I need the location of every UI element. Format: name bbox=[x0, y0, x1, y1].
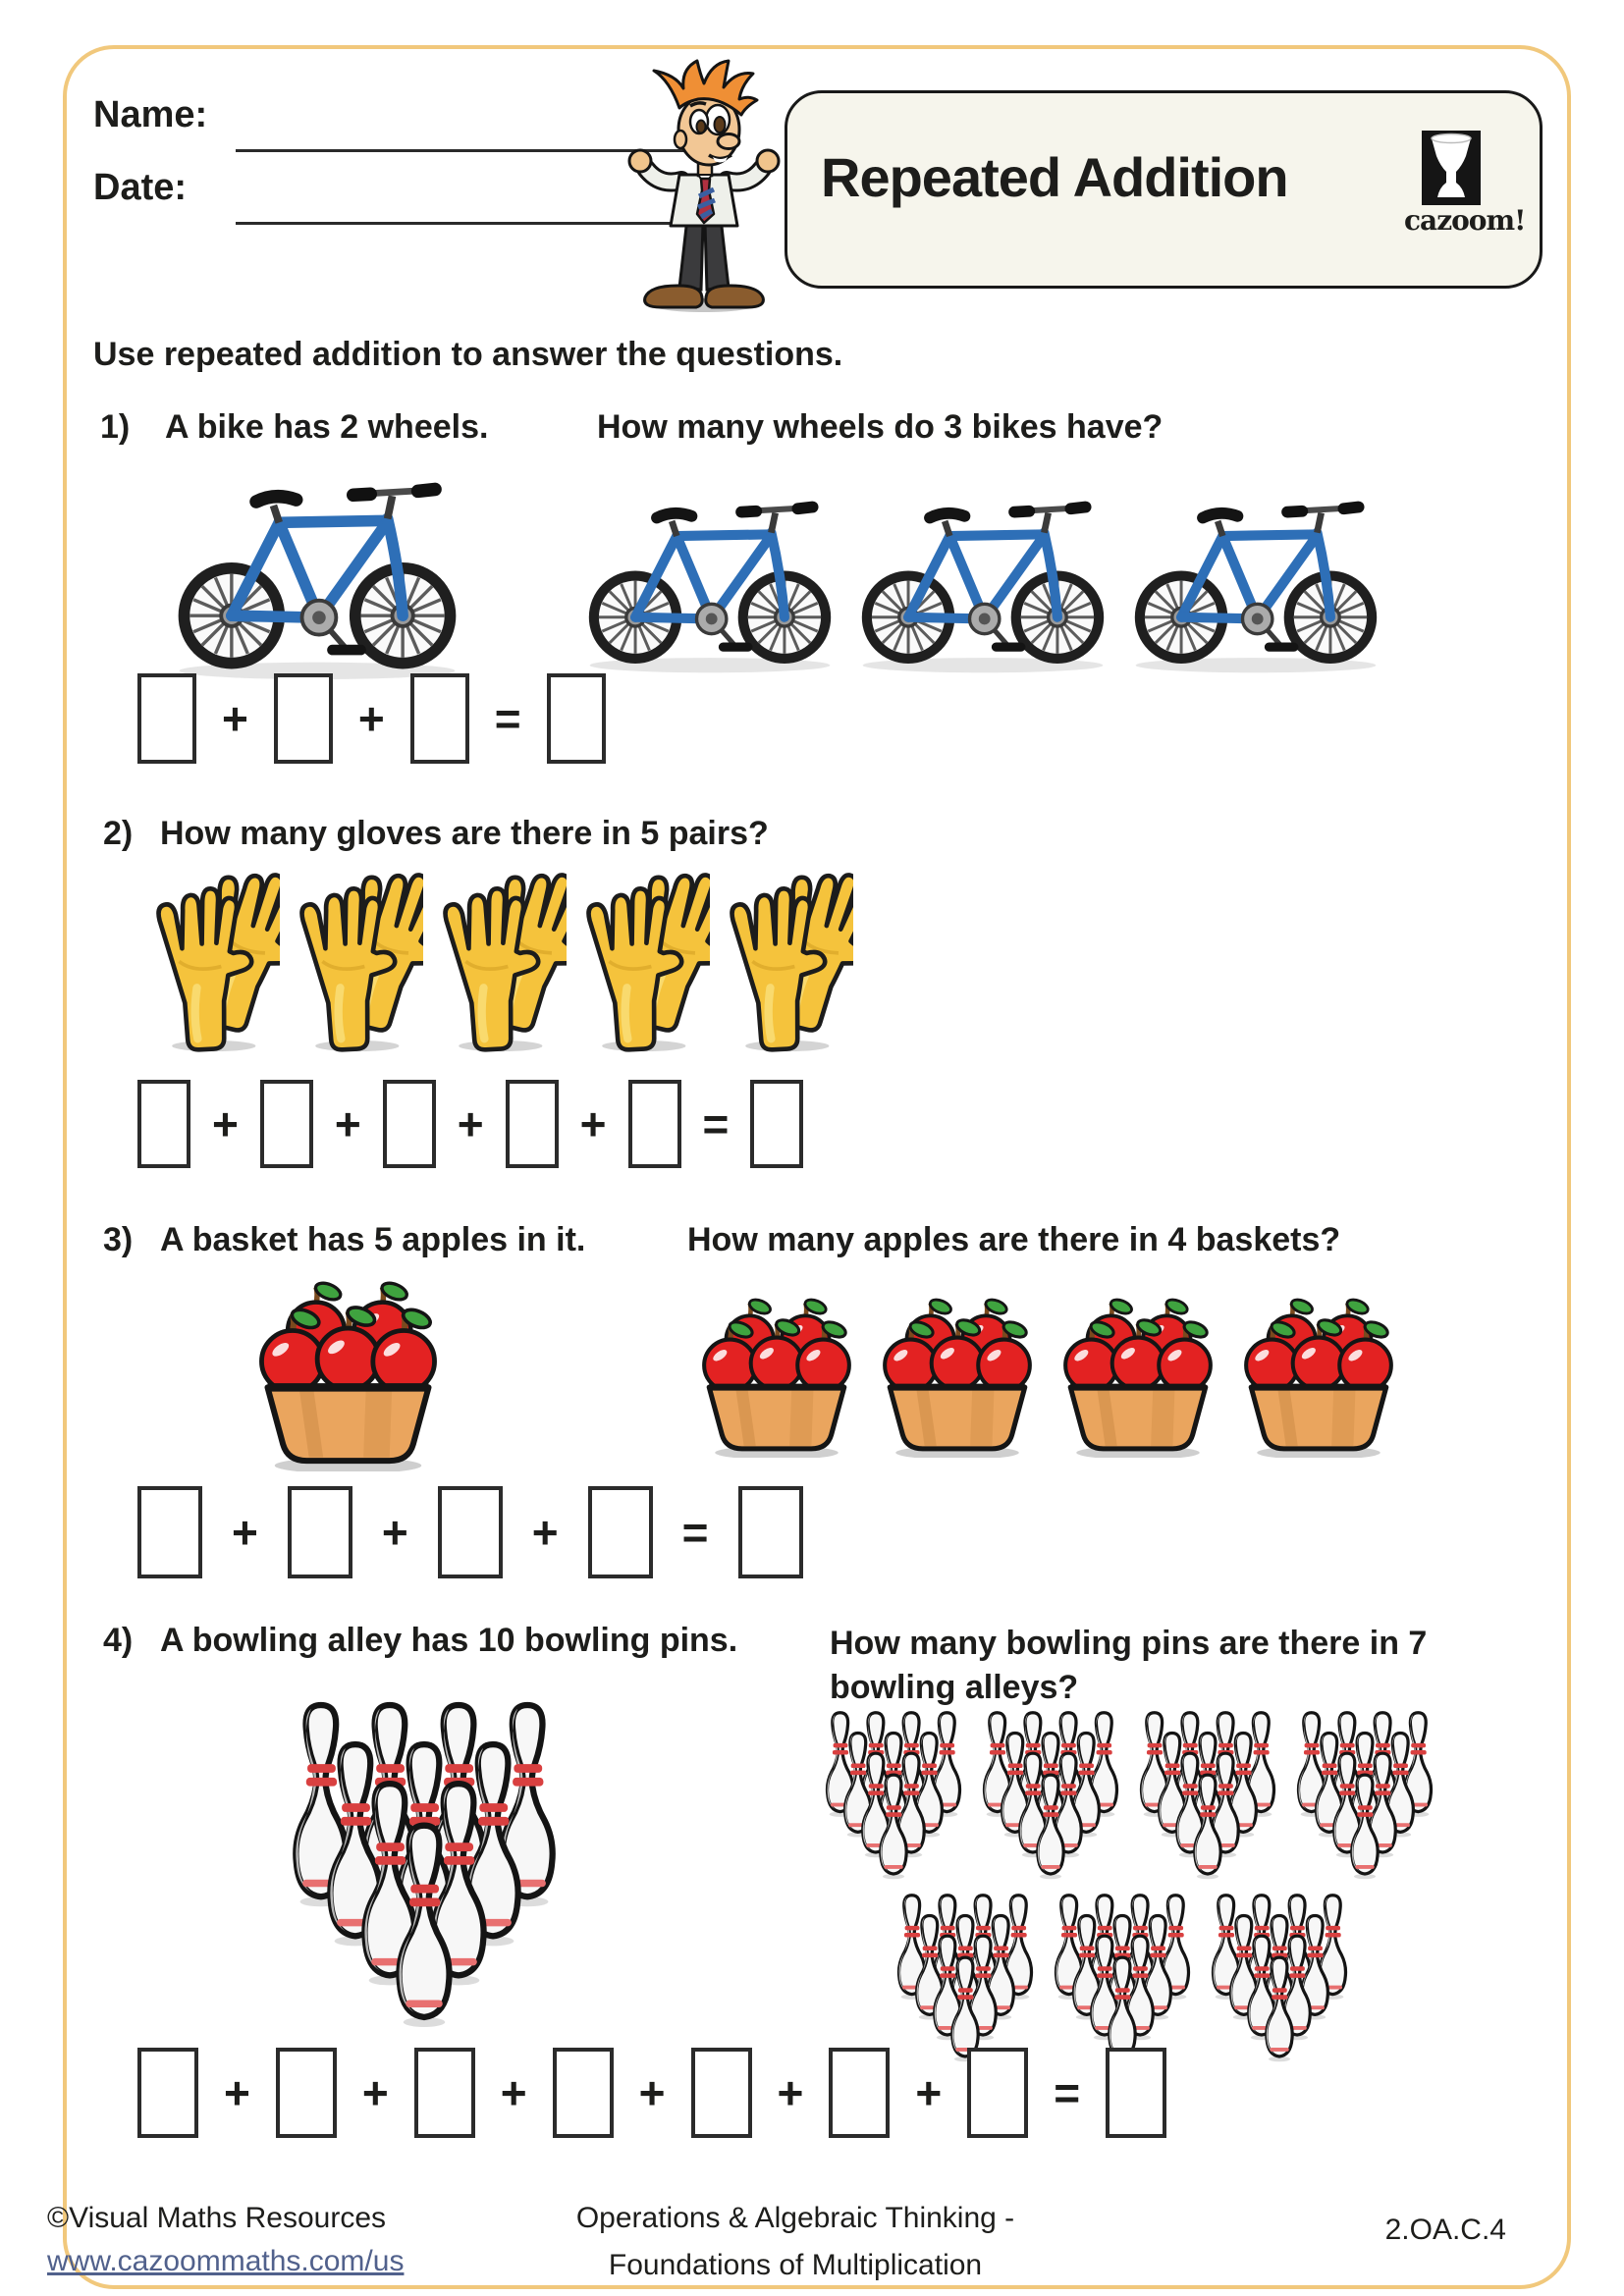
q4-number: 4) bbox=[103, 1622, 134, 1659]
equals-operator: = bbox=[1054, 2067, 1081, 2118]
glove-pair-icon bbox=[716, 866, 853, 1052]
bowling-pins-icon bbox=[977, 1710, 1124, 1882]
q4-prompt-right: How many bowling pins are there in 7 bowling alleys? bbox=[830, 1625, 1428, 1706]
q3-prompt-right: How many apples are there in 4 baskets? bbox=[687, 1221, 1341, 1258]
addend-box[interactable] bbox=[260, 1080, 313, 1168]
plus-operator: + bbox=[381, 1507, 408, 1558]
q1-bikes-group bbox=[577, 493, 1388, 675]
q1-prompt-right: How many wheels do 3 bikes have? bbox=[597, 408, 1164, 446]
glove-pair-icon bbox=[429, 866, 567, 1052]
addend-box[interactable] bbox=[438, 1486, 503, 1578]
addend-box[interactable] bbox=[410, 673, 469, 764]
equals-operator: = bbox=[681, 1507, 709, 1558]
result-box[interactable] bbox=[738, 1486, 803, 1578]
apple-basket-icon bbox=[1234, 1294, 1403, 1458]
footer-copyright: ©Visual Maths Resources bbox=[47, 2202, 387, 2234]
teacher-character-illustration bbox=[601, 59, 807, 312]
footer-center-line1: Operations & Algebraic Thinking - bbox=[575, 2202, 1015, 2234]
q3-baskets-group bbox=[692, 1294, 1403, 1458]
bike-icon bbox=[577, 493, 842, 675]
equals-operator: = bbox=[702, 1098, 730, 1149]
q3-example-basket bbox=[247, 1276, 449, 1471]
plus-operator: + bbox=[531, 1507, 559, 1558]
page-title: Repeated Addition bbox=[821, 146, 1288, 208]
addend-box[interactable] bbox=[829, 2048, 890, 2138]
q4-pins-row2 bbox=[892, 1893, 1353, 2064]
plus-operator: + bbox=[638, 2067, 666, 2118]
addend-box[interactable] bbox=[288, 1486, 352, 1578]
footer-standard-code: 2.OA.C.4 bbox=[1384, 2214, 1506, 2246]
plus-operator: + bbox=[357, 693, 385, 744]
addend-box[interactable] bbox=[967, 2048, 1028, 2138]
cazoom-logo bbox=[1422, 131, 1481, 205]
date-label: Date: bbox=[93, 167, 188, 208]
addend-box[interactable] bbox=[691, 2048, 752, 2138]
addend-box[interactable] bbox=[414, 2048, 475, 2138]
bowling-pins-icon bbox=[1291, 1710, 1438, 1882]
bike-icon bbox=[850, 493, 1115, 675]
glove-pair-icon bbox=[572, 866, 710, 1052]
plus-operator: + bbox=[915, 2067, 943, 2118]
bike-icon bbox=[1123, 493, 1388, 675]
bowling-pins-icon bbox=[892, 1893, 1039, 2064]
addend-box[interactable] bbox=[137, 673, 196, 764]
addend-box[interactable] bbox=[274, 673, 333, 764]
q4-equation bbox=[137, 2048, 1166, 2138]
addend-box[interactable] bbox=[276, 2048, 337, 2138]
addend-box[interactable] bbox=[137, 1486, 202, 1578]
addend-box[interactable] bbox=[383, 1080, 436, 1168]
apple-basket-icon bbox=[873, 1294, 1042, 1458]
bowling-pins-icon bbox=[1206, 1893, 1353, 2064]
plus-operator: + bbox=[500, 2067, 527, 2118]
addend-box[interactable] bbox=[506, 1080, 559, 1168]
q4-pins-row1 bbox=[820, 1710, 1438, 1882]
addend-box[interactable] bbox=[553, 2048, 614, 2138]
plus-operator: + bbox=[232, 1507, 258, 1558]
equals-operator: = bbox=[494, 693, 521, 744]
footer-center-line2: Foundations of Multiplication bbox=[608, 2249, 983, 2281]
q1-example-bike bbox=[165, 473, 469, 682]
apple-basket-icon bbox=[1054, 1294, 1222, 1458]
footer-link-text[interactable]: www.cazoommaths.com/us bbox=[47, 2245, 405, 2277]
result-box[interactable] bbox=[547, 673, 606, 764]
cazoom-logo-text: cazoom! bbox=[1404, 204, 1526, 237]
bowling-pins-icon bbox=[1049, 1893, 1196, 2064]
plus-operator: + bbox=[222, 693, 248, 744]
bowling-pins-icon bbox=[820, 1710, 967, 1882]
plus-operator: + bbox=[212, 1098, 239, 1149]
bowling-pins-icon bbox=[277, 1700, 571, 2032]
glove-pair-icon bbox=[286, 866, 423, 1052]
plus-operator: + bbox=[579, 1098, 607, 1149]
plus-operator: + bbox=[457, 1098, 484, 1149]
q2-number: 2) bbox=[103, 815, 134, 852]
instruction-text: Use repeated addition to answer the questions. bbox=[93, 336, 843, 373]
addend-box[interactable] bbox=[588, 1486, 653, 1578]
q2-glove-pairs-group bbox=[142, 866, 853, 1052]
bike-icon bbox=[165, 473, 469, 682]
q1-number: 1) bbox=[100, 408, 131, 446]
glove-pair-icon bbox=[142, 866, 280, 1052]
bowling-pins-icon bbox=[1134, 1710, 1281, 1882]
plus-operator: + bbox=[224, 2067, 250, 2118]
addend-box[interactable] bbox=[137, 2048, 198, 2138]
q2-equation bbox=[137, 1080, 803, 1168]
footer-link[interactable] bbox=[47, 2245, 404, 2278]
apple-basket-icon bbox=[247, 1276, 449, 1471]
result-box[interactable] bbox=[1106, 2048, 1166, 2138]
apple-basket-icon bbox=[692, 1294, 861, 1458]
q4-example-pins bbox=[277, 1700, 571, 2032]
addend-box[interactable] bbox=[137, 1080, 190, 1168]
q4-prompt-left: A bowling alley has 10 bowling pins. bbox=[160, 1622, 738, 1659]
q1-prompt-left: A bike has 2 wheels. bbox=[165, 408, 489, 446]
plus-operator: + bbox=[777, 2067, 804, 2118]
plus-operator: + bbox=[334, 1098, 361, 1149]
q3-prompt-left: A basket has 5 apples in it. bbox=[160, 1221, 586, 1258]
q3-number: 3) bbox=[103, 1221, 134, 1258]
q3-equation bbox=[137, 1486, 803, 1578]
drum-icon bbox=[1422, 132, 1481, 204]
q2-prompt: How many gloves are there in 5 pairs? bbox=[160, 815, 769, 852]
q1-equation bbox=[137, 673, 606, 764]
name-label: Name: bbox=[93, 94, 208, 135]
plus-operator: + bbox=[361, 2067, 389, 2118]
addend-box[interactable] bbox=[628, 1080, 681, 1168]
result-box[interactable] bbox=[750, 1080, 803, 1168]
